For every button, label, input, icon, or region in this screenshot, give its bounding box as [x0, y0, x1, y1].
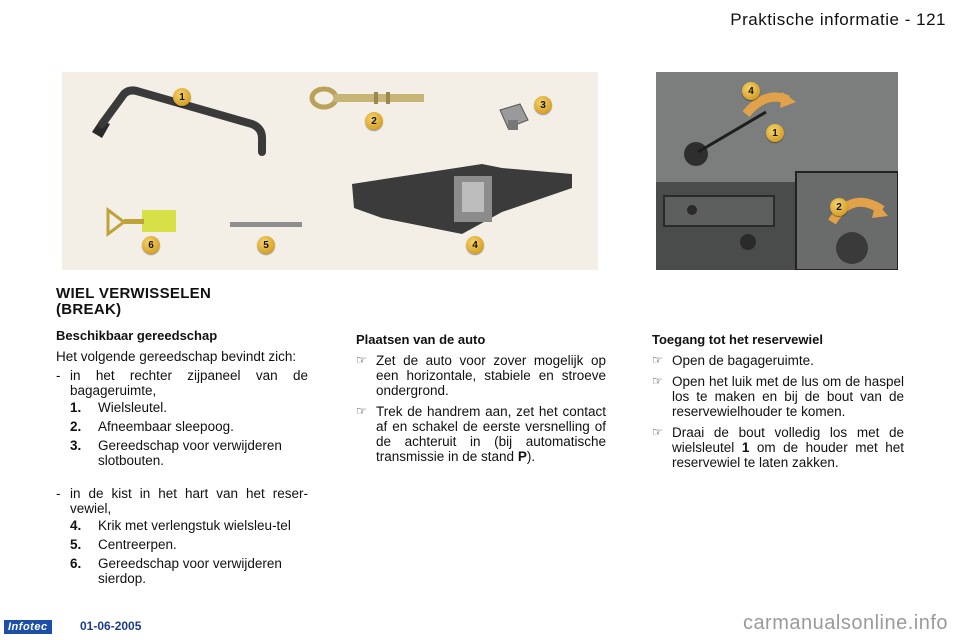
item-text-main: Trek de handrem aan, zet het contact af en schakel de eerste versnelling of de achteruit in (bij automatische transmissie in de stand: [376, 404, 606, 464]
bolt-tool-icon: [500, 104, 528, 130]
positioning-column: [356, 332, 606, 470]
item-text: [376, 404, 606, 464]
hubcap-tool-icon: [108, 210, 176, 234]
tools-illustration: [62, 72, 598, 270]
page-number: 121: [916, 10, 946, 29]
figure-label-4: 4: [466, 236, 484, 254]
item-text: Krik met verlengstuk wielsleu-tel: [98, 518, 291, 533]
hand-pointer-icon: ☞: [356, 353, 367, 367]
page-header: [730, 10, 946, 30]
tools-group-1: [56, 368, 308, 398]
tools-intro: Het volgende gereedschap bevindt zich:: [56, 349, 297, 364]
gear-position-p: P: [517, 449, 527, 464]
item-text-close: ).: [526, 449, 536, 464]
list-item: [652, 374, 904, 419]
dash-marker: -: [56, 368, 61, 383]
item-number: 3.: [70, 438, 82, 453]
list-item: [70, 518, 308, 533]
tools-list-1: [56, 400, 308, 468]
section-heading: [56, 286, 316, 318]
footer-date: 01-06-2005: [80, 619, 142, 633]
item-text: Open het luik met de lus om de haspel los te maken en bij de bout van de reservewielhouder te komen.: [672, 374, 904, 419]
figure-label-3: 3: [534, 96, 552, 114]
item-text-post: om de houder met het reservewiel te laten zakken.: [672, 440, 904, 470]
heading-line-1: WIEL VERWISSELEN: [56, 285, 212, 302]
tools-column: [56, 328, 308, 590]
tools-heading: Beschikbaar gereedschap: [56, 328, 218, 343]
item-number: 6.: [70, 556, 82, 571]
positioning-heading: Plaatsen van de auto: [356, 332, 486, 347]
jack-icon: [352, 164, 572, 234]
item-text: Centreerpen.: [98, 537, 177, 552]
item-text: Open de bagageruimte.: [672, 353, 814, 368]
hand-pointer-icon: ☞: [652, 425, 663, 439]
item-text: Gereedschap voor verwijderen sierdop.: [98, 556, 282, 586]
item-number: 4.: [70, 518, 82, 533]
list-item: [356, 404, 606, 464]
figure-label-2: 2: [365, 112, 383, 130]
spare-wheel-column: [652, 332, 904, 476]
item-text: Gereedschap voor verwijderen slotbouten.: [98, 438, 282, 468]
hand-pointer-icon: ☞: [356, 404, 367, 418]
hand-pointer-icon: ☞: [652, 353, 663, 367]
item-text-pre: Draai de bout volledig los met de wielsleutel: [672, 425, 904, 455]
figure-label-5: 5: [257, 236, 275, 254]
spare-wheel-heading: Toegang tot het reservewiel: [652, 332, 823, 347]
tools-group-2-text: in de kist in het hart van het reser-vewiel,: [70, 486, 308, 516]
figure-label-1: 1: [173, 88, 191, 106]
item-text: Zet de auto voor zover mogelijk op een horizontale, stabiele en stroeve ondergrond.: [376, 353, 606, 398]
tools-list-2: [56, 518, 308, 586]
trunk-label-1: 1: [766, 124, 784, 142]
watermark: carmanualsonline.info: [742, 612, 948, 634]
dash-marker: -: [56, 486, 61, 501]
towing-eye-icon: [312, 89, 424, 107]
item-text: [672, 425, 904, 470]
item-number: 1.: [70, 400, 82, 415]
figure-label-6: 6: [142, 236, 160, 254]
trunk-drawing: [656, 72, 898, 270]
tools-group-2: [56, 486, 308, 516]
heading-line-2: (BREAK): [56, 301, 122, 318]
item-number: 2.: [70, 419, 82, 434]
trunk-label-4: 4: [742, 82, 760, 100]
section-title: Praktische informatie: [730, 10, 900, 29]
list-item: [70, 419, 308, 434]
list-item: [70, 537, 308, 552]
list-item: [356, 353, 606, 398]
header-separator: -: [904, 10, 911, 29]
trunk-illustration: [656, 72, 898, 270]
list-item: [652, 425, 904, 470]
item-text: Wielsleutel.: [98, 400, 168, 415]
list-item: [70, 438, 308, 468]
infotec-logo: Infotec: [4, 620, 52, 634]
tools-group-1-text: in het rechter zijpaneel van de bagageruimte,: [70, 368, 308, 398]
list-item: [70, 556, 308, 586]
list-item: [70, 400, 308, 415]
trunk-label-2: 2: [830, 198, 848, 216]
item-text: Afneembaar sleepoog.: [98, 419, 234, 434]
hand-pointer-icon: ☞: [652, 374, 663, 388]
item-number: 5.: [70, 537, 82, 552]
centering-pin-icon: [230, 222, 302, 227]
list-item: [652, 353, 904, 368]
wrench-number: 1: [741, 440, 750, 455]
